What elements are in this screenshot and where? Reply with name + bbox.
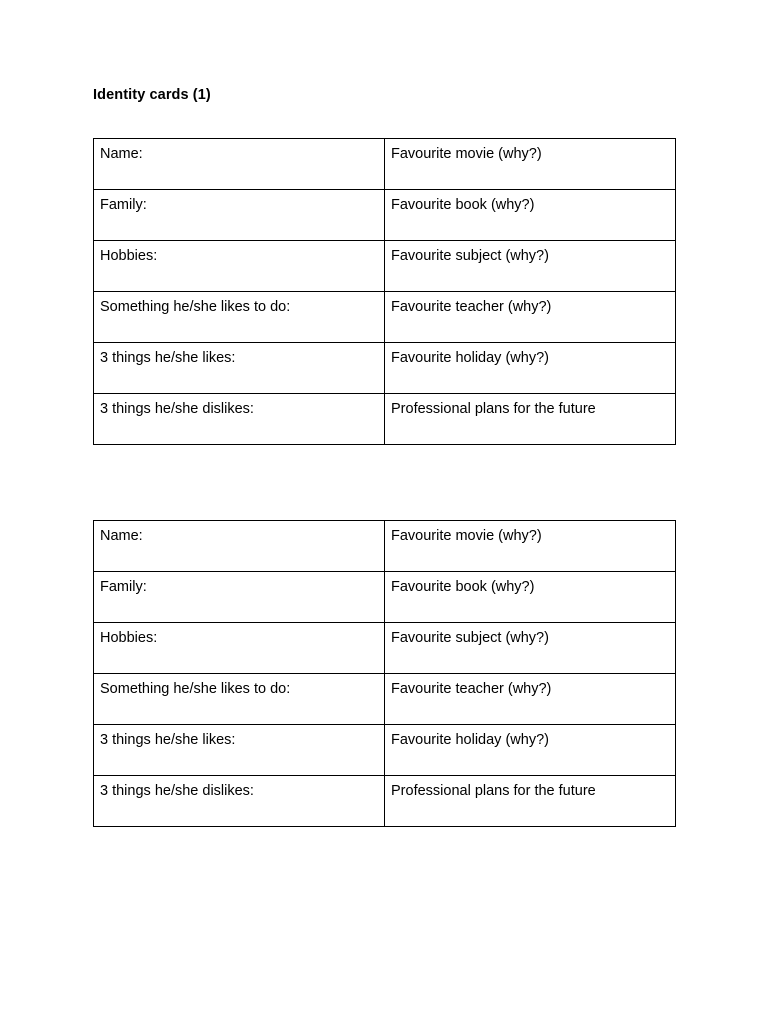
card-row-likes-to-do	[94, 292, 676, 343]
favourite-teacher-field[interactable]: Favourite teacher (why?)	[385, 292, 676, 343]
identity-card-1	[93, 138, 676, 445]
page-title: Identity cards (1)	[93, 87, 211, 103]
favourite-teacher-field[interactable]: Favourite teacher (why?)	[385, 674, 676, 725]
card-row-likes	[94, 343, 676, 394]
name-field[interactable]: Name:	[94, 521, 385, 572]
family-field[interactable]: Family:	[94, 572, 385, 623]
card-row-family	[94, 572, 676, 623]
card-row-hobbies	[94, 623, 676, 674]
card-row-dislikes	[94, 776, 676, 827]
likes-to-do-field[interactable]: Something he/she likes to do:	[94, 674, 385, 725]
card-row-family	[94, 190, 676, 241]
card-row-hobbies	[94, 241, 676, 292]
hobbies-field[interactable]: Hobbies:	[94, 623, 385, 674]
professional-plans-field[interactable]: Professional plans for the future	[385, 394, 676, 445]
name-field[interactable]: Name:	[94, 139, 385, 190]
dislikes-field[interactable]: 3 things he/she dislikes:	[94, 776, 385, 827]
favourite-book-field[interactable]: Favourite book (why?)	[385, 572, 676, 623]
family-field[interactable]: Family:	[94, 190, 385, 241]
professional-plans-field[interactable]: Professional plans for the future	[385, 776, 676, 827]
favourite-book-field[interactable]: Favourite book (why?)	[385, 190, 676, 241]
favourite-holiday-field[interactable]: Favourite holiday (why?)	[385, 725, 676, 776]
card-row-name	[94, 521, 676, 572]
identity-card-2	[93, 520, 676, 827]
likes-field[interactable]: 3 things he/she likes:	[94, 343, 385, 394]
hobbies-field[interactable]: Hobbies:	[94, 241, 385, 292]
card-row-likes	[94, 725, 676, 776]
likes-to-do-field[interactable]: Something he/she likes to do:	[94, 292, 385, 343]
likes-field[interactable]: 3 things he/she likes:	[94, 725, 385, 776]
favourite-movie-field[interactable]: Favourite movie (why?)	[385, 139, 676, 190]
card-row-dislikes	[94, 394, 676, 445]
favourite-movie-field[interactable]: Favourite movie (why?)	[385, 521, 676, 572]
favourite-subject-field[interactable]: Favourite subject (why?)	[385, 623, 676, 674]
card-row-name	[94, 139, 676, 190]
dislikes-field[interactable]: 3 things he/she dislikes:	[94, 394, 385, 445]
favourite-subject-field[interactable]: Favourite subject (why?)	[385, 241, 676, 292]
card-row-likes-to-do	[94, 674, 676, 725]
favourite-holiday-field[interactable]: Favourite holiday (why?)	[385, 343, 676, 394]
